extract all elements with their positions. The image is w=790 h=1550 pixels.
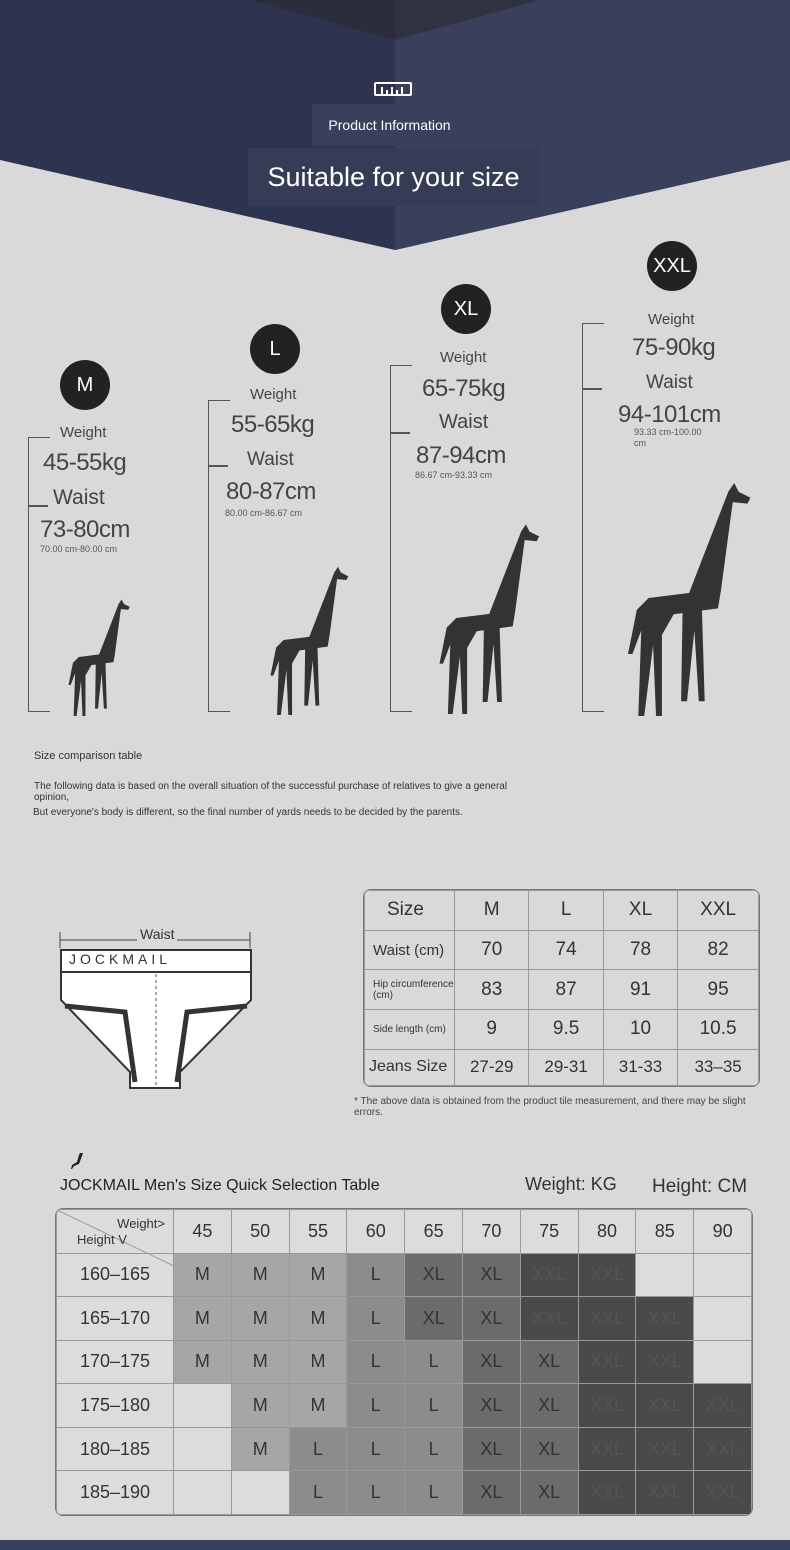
size-cell: L (347, 1297, 405, 1341)
size-cell: L (347, 1471, 405, 1515)
size-cell: L (347, 1427, 405, 1471)
size-cell: XL (462, 1471, 520, 1515)
height-row-label: 160–165 (57, 1253, 174, 1297)
weight-header-60: 60 (347, 1210, 405, 1254)
waist-value-xl: 87-94cm (416, 442, 506, 469)
waist-row (365, 930, 759, 970)
size-cell: M (231, 1384, 289, 1428)
table-cell: 95 (678, 970, 759, 1010)
size-cell: XXL (636, 1471, 694, 1515)
size-cell: M (231, 1253, 289, 1297)
measurement-note: * The above data is obtained from the product tile measurement, and there may be slight errors. (354, 1096, 746, 1118)
size-cell: XL (520, 1471, 578, 1515)
weight-value-m: 45-55kg (43, 449, 127, 476)
size-cell: M (289, 1384, 347, 1428)
size-badge-xl: XL (441, 284, 491, 334)
note-line-1: The following data is based on the overall situation of the successful purchase of relatives to give a general opinion, (34, 781, 508, 803)
size-cell: XXL (578, 1471, 636, 1515)
quick-table-title: JOCKMAIL Men's Size Quick Selection Table (60, 1177, 380, 1194)
size-header-xl: XL (603, 891, 677, 931)
table-cell: 9.5 (529, 1010, 603, 1050)
quick-selection-table (55, 1208, 753, 1516)
size-badge-xxl: XXL (647, 241, 697, 291)
size-cell: XXL (694, 1427, 752, 1471)
height-row-label: 165–170 (57, 1297, 174, 1341)
height-bracket-xl (390, 365, 412, 712)
waist-value-l: 80-87cm (226, 478, 316, 505)
table-corner (57, 1210, 174, 1254)
row-label-waist: Waist (cm) (365, 930, 455, 970)
weight-header-70: 70 (462, 1210, 520, 1254)
size-cell: L (347, 1384, 405, 1428)
table-cell: 91 (603, 970, 677, 1010)
size-cell: XXL (636, 1297, 694, 1341)
size-cell: M (231, 1297, 289, 1341)
weight-label-l: Weight (250, 386, 297, 403)
table-cell: 74 (529, 930, 603, 970)
size-header-xxl: XXL (678, 891, 759, 931)
size-chart-table (363, 889, 760, 1087)
size-cell (231, 1471, 289, 1515)
size-cell (174, 1427, 232, 1471)
size-badge-m: M (60, 360, 110, 410)
size-cell (694, 1297, 752, 1341)
size-cell: M (174, 1253, 232, 1297)
brief-illustration (55, 922, 260, 1102)
weight-label-xl: Weight (440, 349, 487, 366)
table-cell: 29-31 (529, 1049, 603, 1085)
table-cell: 78 (603, 930, 677, 970)
table-row (57, 1427, 752, 1471)
weight-header-80: 80 (578, 1210, 636, 1254)
product-information-title: Product Information (312, 104, 467, 146)
ruler-icon (374, 82, 412, 96)
weight-header-row (57, 1210, 752, 1254)
size-cell: M (174, 1297, 232, 1341)
size-cell: XL (520, 1340, 578, 1384)
size-cell: L (289, 1427, 347, 1471)
size-cell: XL (462, 1297, 520, 1341)
table-cell: 10.5 (678, 1010, 759, 1050)
table-row (57, 1384, 752, 1428)
giraffe-icon-xxl (612, 480, 762, 716)
note-line-2: But everyone's body is different, so the final number of yards needs to be decided by the parents. (33, 807, 463, 818)
weight-value-xl: 65-75kg (422, 375, 506, 402)
weight-header-65: 65 (405, 1210, 463, 1254)
waist-tick-xxl (582, 388, 602, 390)
size-cell: L (405, 1340, 463, 1384)
giraffe-icon-xl (425, 522, 550, 714)
brief-waist-label: Waist (137, 926, 177, 942)
size-cell: L (405, 1427, 463, 1471)
size-cell: M (231, 1427, 289, 1471)
size-cell: L (405, 1384, 463, 1428)
giraffe-small-icon (70, 1152, 86, 1170)
weight-label-xxl: Weight (648, 311, 695, 328)
size-cell: XL (520, 1427, 578, 1471)
table-cell: 33–35 (678, 1049, 759, 1085)
size-comparison-title: Size comparison table (34, 750, 143, 762)
corner-height-label: Height V (77, 1231, 127, 1247)
size-header-l: L (529, 891, 603, 931)
hip-row (365, 970, 759, 1010)
weight-value-l: 55-65kg (231, 411, 315, 438)
size-cell: XL (462, 1384, 520, 1428)
size-cell: XXL (578, 1340, 636, 1384)
size-cell: XL (405, 1297, 463, 1341)
size-cell: XXL (578, 1297, 636, 1341)
row-label-jeans: Jeans Size (365, 1049, 455, 1085)
weight-unit-label: Weight: KG (525, 1174, 617, 1194)
waist-range-xl: 86.67 cm-93.33 cm (415, 470, 493, 480)
weight-label-m: Weight (60, 424, 107, 441)
size-cell: XL (520, 1384, 578, 1428)
size-cell (174, 1471, 232, 1515)
height-row-label: 175–180 (57, 1384, 174, 1428)
table-cell: 70 (455, 930, 529, 970)
row-label-side-length: Side length (cm) (365, 1010, 455, 1050)
table-row (57, 1340, 752, 1384)
size-header-cell: Size (365, 891, 455, 931)
size-cell: XL (462, 1253, 520, 1297)
waist-range-m: 70.00 cm-80.00 cm (40, 544, 118, 554)
size-cell: M (231, 1340, 289, 1384)
size-badge-l: L (250, 324, 300, 374)
waist-tick-xl (390, 432, 410, 434)
height-row-label: 170–175 (57, 1340, 174, 1384)
size-cell (694, 1253, 752, 1297)
suitable-size-heading: Suitable for your size (248, 148, 539, 206)
size-cell: XXL (636, 1427, 694, 1471)
height-bracket-l (208, 400, 230, 712)
size-header-m: M (455, 891, 529, 931)
size-cell: L (347, 1340, 405, 1384)
waist-label-xl: Waist (439, 411, 489, 433)
size-header-row (365, 891, 759, 931)
size-cell: XXL (636, 1340, 694, 1384)
table-cell: 82 (678, 930, 759, 970)
table-cell: 87 (529, 970, 603, 1010)
size-cell: XXL (578, 1384, 636, 1428)
giraffe-icon-m (58, 598, 138, 716)
table-row (57, 1297, 752, 1341)
waist-range-l: 80.00 cm-86.67 cm (225, 508, 303, 518)
size-cell: L (347, 1253, 405, 1297)
weight-header-85: 85 (636, 1210, 694, 1254)
weight-header-75: 75 (520, 1210, 578, 1254)
weight-header-55: 55 (289, 1210, 347, 1254)
table-cell: 83 (455, 970, 529, 1010)
height-bracket-m (28, 437, 50, 712)
waist-label-xxl: Waist (646, 372, 693, 393)
size-cell: L (405, 1471, 463, 1515)
table-cell: 9 (455, 1010, 529, 1050)
height-unit-label: Height: CM (652, 1176, 748, 1197)
size-cell: XXL (636, 1384, 694, 1428)
footer-bar (0, 1540, 790, 1550)
table-cell: 27-29 (455, 1049, 529, 1085)
height-bracket-xxl (582, 323, 604, 712)
size-cell: M (289, 1297, 347, 1341)
size-cell: L (289, 1471, 347, 1515)
height-row-label: 185–190 (57, 1471, 174, 1515)
weight-header-45: 45 (174, 1210, 232, 1254)
weight-value-xxl: 75-90kg (632, 334, 716, 361)
waist-value-m: 73-80cm (40, 516, 130, 538)
size-cell: XXL (520, 1297, 578, 1341)
row-label-hip: Hip circumference (cm) (365, 970, 455, 1010)
size-cell: M (289, 1253, 347, 1297)
waist-label-m: Waist (53, 486, 105, 509)
table-row (57, 1471, 752, 1515)
table-cell: 31-33 (603, 1049, 677, 1085)
waist-range-xxl: 93.33 cm-100.00 cm (634, 427, 702, 448)
giraffe-icon-l (258, 565, 358, 715)
brief-brand-text: JOCKMAIL (69, 951, 172, 967)
size-cell: XXL (694, 1384, 752, 1428)
waist-label-l: Waist (247, 449, 294, 470)
size-cell (174, 1384, 232, 1428)
size-cell: XXL (520, 1253, 578, 1297)
weight-header-90: 90 (694, 1210, 752, 1254)
weight-header-50: 50 (231, 1210, 289, 1254)
size-cell: XL (462, 1427, 520, 1471)
side-length-row (365, 1010, 759, 1050)
size-cell: XXL (694, 1471, 752, 1515)
size-cell (636, 1253, 694, 1297)
size-cell: XXL (578, 1253, 636, 1297)
size-cell: XL (462, 1340, 520, 1384)
size-cell: M (289, 1340, 347, 1384)
size-cell: XL (405, 1253, 463, 1297)
size-cell (694, 1340, 752, 1384)
waist-tick-l (208, 465, 228, 467)
size-cell: XXL (578, 1427, 636, 1471)
size-cell: M (174, 1340, 232, 1384)
table-cell: 10 (603, 1010, 677, 1050)
corner-weight-label: Weight> (117, 1216, 165, 1231)
waist-value-xxl: 94-101cm (618, 401, 721, 428)
waist-tick-m (28, 505, 48, 507)
jeans-size-row (365, 1049, 759, 1085)
height-row-label: 180–185 (57, 1427, 174, 1471)
